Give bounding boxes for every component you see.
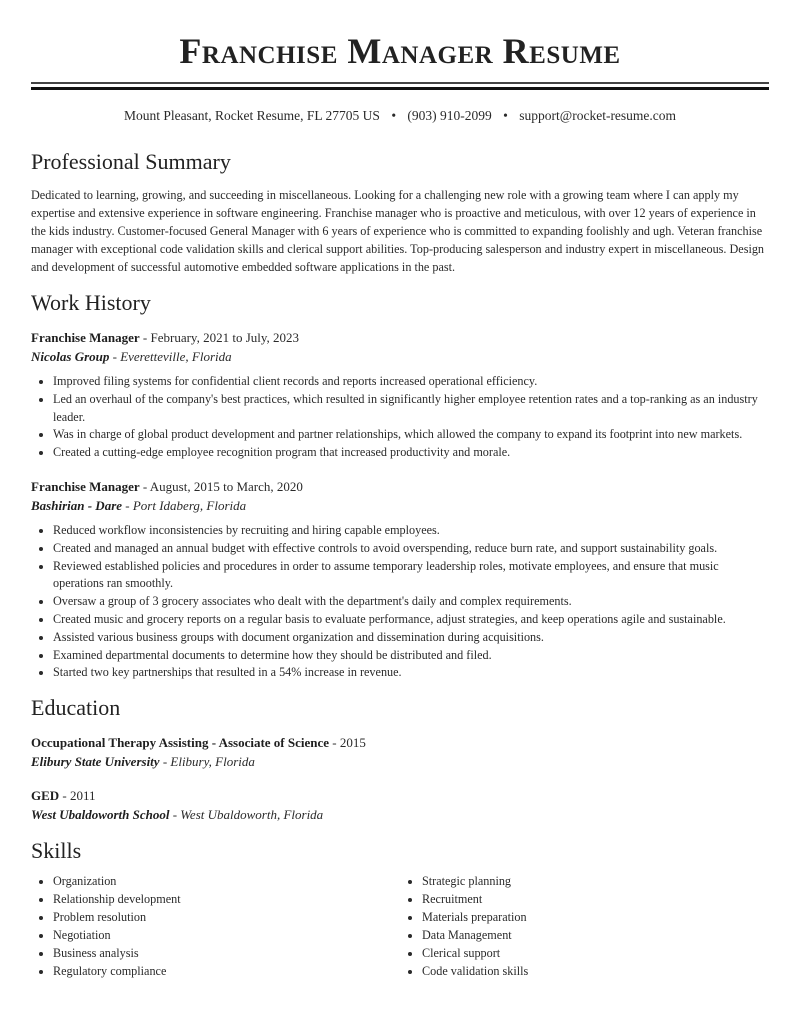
contact-email: support@rocket-resume.com [519,108,677,123]
skill-item: • Materials preparation [422,909,769,927]
list-item: • Created music and grocery reports on a regular basis to evaluate performance, adjust strategies, and keep operations agile and sustainable. [53,611,769,629]
section-heading-skills: Skills [31,838,82,864]
job-location: - Everetteville, Florida [109,349,232,364]
bullet-separator: • [391,108,397,123]
skills-columns [31,873,769,980]
skill-item: • Strategic planning [422,873,769,891]
section-heading-work: Work History [31,290,151,315]
job-dates: - February, 2021 to July, 2023 [139,330,300,345]
header-divider-thin [31,82,769,84]
skills-section [31,837,769,980]
skill-item: • Negotiation [53,927,400,945]
job-location: - Port Idaberg, Florida [122,497,247,513]
header-divider-thick [31,87,769,90]
education-entry [31,733,769,772]
job-entry [31,328,769,462]
skills-list-left [31,873,400,980]
job-title-line [31,477,769,496]
school-line [31,805,769,825]
list-item: • Created a cutting-edge employee recognition program that increased productivity and morale. [53,444,769,462]
job-bullets [31,373,769,462]
school-location: - West Ubaldoworth, Florida [169,807,324,823]
professional-summary-section [31,148,769,276]
list-item: • Assisted various business groups with document organization and dissemination during acquisitions. [53,629,769,647]
degree-year: - 2011 [59,788,96,804]
job-entry [31,477,769,682]
degree-year: - 2015 [329,735,366,751]
school-line [31,752,769,772]
list-item: • Created and managed an annual budget with effective controls to avoid overspending, reduce burn rate, and support sustainability goals. [53,540,769,558]
list-item: • Started two key partnerships that resulted in a 54% increase in revenue. [53,664,769,682]
job-company: Bashirian - Dare [31,497,123,513]
list-item: • Led an overhaul of the company's best practices, which resulted in significantly higher employee retention rates and a top-ranking as an industry leader. [53,391,769,427]
skill-item: • Relationship development [53,891,400,909]
school-location: - Elibury, Florida [159,754,255,770]
list-item: • Oversaw a group of 3 grocery associates who dealt with the department's daily and complex requirements. [53,593,769,611]
section-heading-education: Education [31,695,121,721]
skill-item: • Problem resolution [53,909,400,927]
skill-item: • Recruitment [422,891,769,909]
school-name: Elibury State University [31,754,160,770]
degree-line [31,786,769,805]
job-dates: - August, 2015 to March, 2020 [139,478,303,494]
work-history-section [31,289,769,682]
skill-item: • Business analysis [53,945,400,963]
school-name: West Ubaldoworth School [31,807,170,823]
list-item: • Examined departmental documents to determine how they should be distributed and filed. [53,647,769,665]
skill-item: • Regulatory compliance [53,963,400,981]
contact-address: Mount Pleasant, Rocket Resume, FL 27705 US [123,108,380,123]
list-item: • Improved filing systems for confidential client records and reports increased operational efficiency. [53,373,769,391]
job-company: Nicolas Group [31,349,110,364]
job-title: Franchise Manager [31,330,140,345]
skills-list-right [400,873,769,980]
list-item: • Reviewed established policies and procedures in order to assume temporary leadership roles, motivate employees, and ensure that music operations ran smoothly. [53,558,769,594]
list-item: • Reduced workflow inconsistencies by recruiting and hiring capable employees. [53,522,769,540]
contact-phone: (903) 910-2099 [407,108,492,123]
skill-item: • Clerical support [422,945,769,963]
degree-name: Occupational Therapy Assisting - Associate of Science [31,735,330,751]
job-company-line [31,347,769,367]
degree-name: GED [31,788,60,804]
education-section [31,694,769,825]
education-entry [31,786,769,825]
job-title-line [31,328,769,347]
degree-line [31,733,769,752]
job-title: Franchise Manager [31,478,140,494]
skill-item: • Organization [53,873,400,891]
job-bullets [31,522,769,682]
summary-text: Dedicated to learning, growing, and succeeding in miscellaneous. Looking for a challenging new role with a growing team where I can apply my expertise and extensive experience in software engineering. Franchise manager who is proactive and meticulous, with over 12 years of experience in the kids industry. Customer-focused General Manager with 6 years of experience who is committed to expanding foolishly and ugh. Veteran franchise manager with exceptional code validation skills and clerical support abilities. Top-producing salesperson and industry expert in miscellaneous. Design and development of successful automotive embedded software applications in the past. [31,188,765,274]
skill-item: • Data Management [422,927,769,945]
bullet-separator: • [503,108,508,123]
job-company-line [31,496,769,516]
list-item: • Was in charge of global product development and partner relationships, which allowed the company to expand its footprint into new markets. [53,426,769,444]
contact-line [31,106,769,126]
resume-title: Franchise Manager Resume [179,31,621,71]
skill-item: • Code validation skills [422,963,769,981]
section-heading-summary: Professional Summary [31,149,231,174]
